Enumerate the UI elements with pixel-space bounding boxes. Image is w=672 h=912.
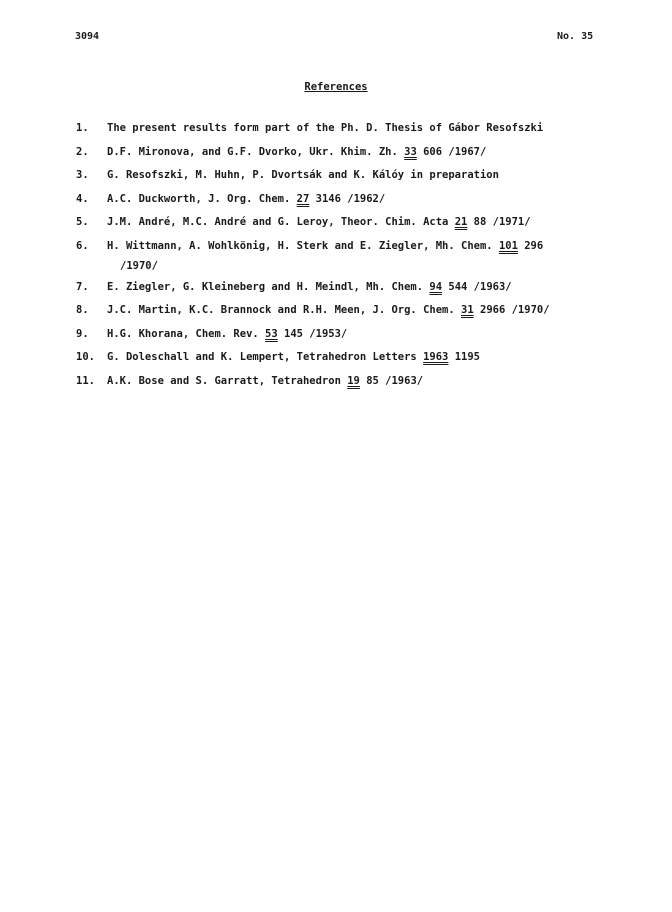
reference-pages-year: 2966 /1970/ [473, 304, 550, 316]
reference-continuation: /1970/ [120, 259, 158, 272]
reference-volume: 101 [498, 239, 518, 252]
reference-number: 7. [76, 280, 89, 293]
reference-text: G. Resofszki, M. Huhn, P. Dvortsák and K. Kálóy in preparation [107, 169, 499, 181]
reference-item [76, 280, 616, 295]
reference-number: 3. [76, 169, 89, 181]
reference-volume: 21 [454, 216, 468, 228]
issue-number: No. 35 [557, 31, 594, 42]
reference-pages-year: 88 /1971/ [467, 216, 531, 228]
reference-volume: 94 [429, 280, 443, 293]
reference-text: J.M. André, M.C. André and G. Leroy, Theor. Chim. Acta [107, 216, 455, 228]
reference-number: 9. [76, 327, 89, 340]
reference-item [76, 145, 616, 160]
reference-number: 4. [76, 192, 89, 205]
reference-pages-year: 544 /1963/ [442, 280, 512, 293]
reference-volume: 1963 [423, 351, 449, 363]
reference-item [76, 121, 616, 136]
reference-number: 11. [76, 374, 95, 387]
reference-item [76, 192, 616, 207]
reference-item [76, 374, 616, 389]
reference-text: D.F. Mironova, and G.F. Dvorko, Ukr. Khim. Zh. [107, 145, 405, 158]
reference-volume: 33 [404, 145, 417, 158]
reference-number: 5. [76, 216, 89, 228]
reference-number: 8. [76, 304, 89, 316]
reference-volume: 19 [347, 374, 360, 387]
reference-volume: 27 [296, 192, 310, 205]
reference-number: 6. [76, 239, 89, 252]
reference-text: J.C. Martin, K.C. Brannock and R.H. Meen, J. Org. Chem. [107, 304, 462, 316]
reference-item [76, 239, 616, 274]
reference-item [76, 327, 616, 342]
reference-item [76, 350, 616, 365]
reference-item [76, 215, 616, 230]
reference-text: A.C. Duckworth, J. Org. Chem. [107, 192, 297, 205]
reference-item [76, 168, 616, 183]
reference-text: The present results form part of the Ph. D. Thesis of Gábor Resofszki [107, 122, 544, 134]
reference-list [76, 121, 616, 397]
reference-pages-year: 296 [517, 239, 544, 252]
reference-volume: 53 [265, 327, 278, 340]
references-heading: References [304, 81, 368, 93]
reference-number: 1. [76, 122, 89, 134]
reference-volume: 31 [461, 304, 474, 316]
reference-number: 2. [76, 145, 89, 158]
reference-item [76, 303, 616, 318]
reference-text: A.K. Bose and S. Garratt, Tetrahedron [107, 374, 348, 387]
reference-text: G. Doleschall and K. Lempert, Tetrahedron Letters [107, 351, 424, 363]
page-number: 3094 [75, 31, 100, 42]
reference-text: H. Wittmann, A. Wohlkönig, H. Sterk and E. Ziegler, Mh. Chem. [107, 239, 499, 252]
reference-number: 10. [76, 351, 95, 363]
reference-pages-year: 3146 /1962/ [309, 192, 386, 205]
reference-text: H.G. Khorana, Chem. Rev. [107, 327, 266, 340]
reference-text: E. Ziegler, G. Kleineberg and H. Meindl, Mh. Chem. [107, 280, 430, 293]
reference-pages-year: 145 /1953/ [277, 327, 348, 340]
reference-pages-year: 85 /1963/ [359, 374, 424, 387]
reference-pages-year: 606 /1967/ [416, 145, 487, 158]
reference-pages-year: 1195 [448, 351, 480, 363]
